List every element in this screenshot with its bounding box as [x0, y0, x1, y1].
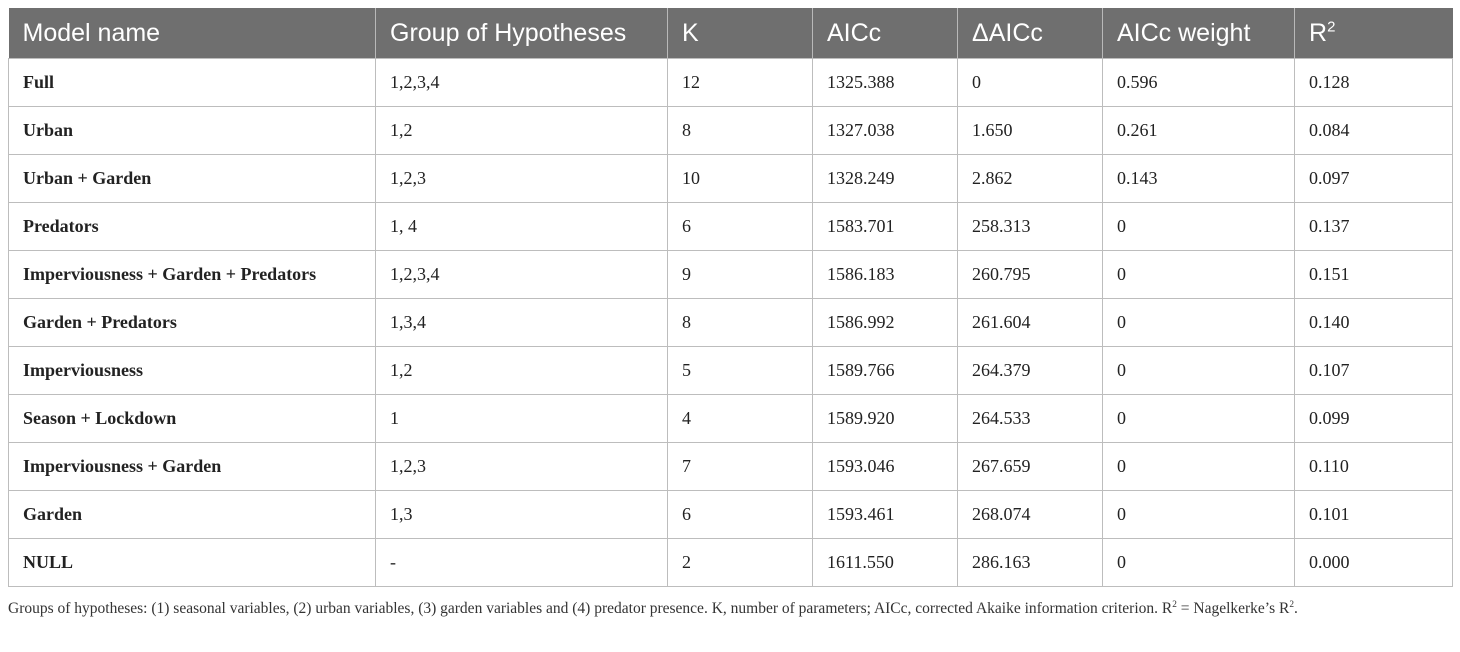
cell-k: 8: [668, 107, 813, 155]
cell-aicc: 1593.046: [813, 443, 958, 491]
cell-delta-aicc: 260.795: [958, 251, 1103, 299]
table-row: [9, 347, 1453, 395]
cell-aicc: 1593.461: [813, 491, 958, 539]
cell-aicc-weight: 0: [1103, 539, 1295, 587]
header-r-squared: [1295, 8, 1453, 59]
cell-aicc: 1328.249: [813, 155, 958, 203]
cell-aicc: 1583.701: [813, 203, 958, 251]
table-row: [9, 155, 1453, 203]
cell-delta-aicc: 2.862: [958, 155, 1103, 203]
cell-r-squared: 0.110: [1295, 443, 1453, 491]
cell-model-name: Imperviousness: [9, 347, 376, 395]
cell-model-name: NULL: [9, 539, 376, 587]
cell-r-squared: 0.101: [1295, 491, 1453, 539]
table-row: [9, 491, 1453, 539]
footnote-superscript-1: 2: [1172, 599, 1177, 610]
cell-aicc-weight: 0: [1103, 299, 1295, 347]
cell-k: 8: [668, 299, 813, 347]
header-aicc: AICc: [813, 8, 958, 59]
cell-delta-aicc: 267.659: [958, 443, 1103, 491]
cell-aicc: 1586.992: [813, 299, 958, 347]
cell-delta-aicc: 261.604: [958, 299, 1103, 347]
cell-aicc: 1589.920: [813, 395, 958, 443]
cell-k: 5: [668, 347, 813, 395]
cell-model-name: Garden: [9, 491, 376, 539]
cell-r-squared: 0.084: [1295, 107, 1453, 155]
cell-r-squared: 0.107: [1295, 347, 1453, 395]
cell-group-of-hypotheses: 1,3,4: [376, 299, 668, 347]
cell-r-squared: 0.099: [1295, 395, 1453, 443]
cell-group-of-hypotheses: 1,2: [376, 347, 668, 395]
footnote-text-1: Groups of hypotheses: (1) seasonal variables, (2) urban variables, (3) garden variables and (4) predator presence. K, number of parameters; AICc, corrected Akaike information criterion. R: [8, 600, 1173, 617]
header-model-name: Model name: [9, 8, 376, 59]
cell-model-name: Imperviousness + Garden + Predators: [9, 251, 376, 299]
cell-k: 2: [668, 539, 813, 587]
header-group-of-hypotheses: Group of Hypotheses: [376, 8, 668, 59]
cell-r-squared: 0.000: [1295, 539, 1453, 587]
cell-k: 6: [668, 203, 813, 251]
cell-aicc-weight: 0.596: [1103, 59, 1295, 107]
cell-r-squared: 0.128: [1295, 59, 1453, 107]
table-row: [9, 203, 1453, 251]
cell-aicc-weight: 0: [1103, 491, 1295, 539]
cell-r-squared: 0.151: [1295, 251, 1453, 299]
cell-r-squared: 0.140: [1295, 299, 1453, 347]
cell-aicc-weight: 0: [1103, 395, 1295, 443]
table-row: [9, 443, 1453, 491]
cell-aicc: 1327.038: [813, 107, 958, 155]
header-delta-aicc: ΔAICc: [958, 8, 1103, 59]
cell-delta-aicc: 1.650: [958, 107, 1103, 155]
cell-group-of-hypotheses: 1,2,3: [376, 443, 668, 491]
cell-delta-aicc: 264.379: [958, 347, 1103, 395]
model-selection-table: [8, 8, 1453, 587]
table-row: [9, 251, 1453, 299]
header-aicc-weight: AICc weight: [1103, 8, 1295, 59]
cell-r-squared: 0.137: [1295, 203, 1453, 251]
table-header: [9, 8, 1453, 59]
cell-aicc: 1586.183: [813, 251, 958, 299]
cell-group-of-hypotheses: 1,2,3: [376, 155, 668, 203]
cell-group-of-hypotheses: 1: [376, 395, 668, 443]
cell-aicc-weight: 0: [1103, 443, 1295, 491]
cell-r-squared: 0.097: [1295, 155, 1453, 203]
cell-group-of-hypotheses: 1, 4: [376, 203, 668, 251]
cell-k: 6: [668, 491, 813, 539]
cell-group-of-hypotheses: 1,2,3,4: [376, 59, 668, 107]
cell-model-name: Urban: [9, 107, 376, 155]
header-r-superscript: 2: [1327, 18, 1336, 36]
cell-k: 10: [668, 155, 813, 203]
cell-delta-aicc: 258.313: [958, 203, 1103, 251]
cell-delta-aicc: 264.533: [958, 395, 1103, 443]
cell-k: 4: [668, 395, 813, 443]
cell-model-name: Urban + Garden: [9, 155, 376, 203]
header-row: [9, 8, 1453, 59]
table-footnote: [8, 598, 1452, 619]
cell-aicc-weight: 0: [1103, 347, 1295, 395]
header-r-label: R: [1309, 18, 1328, 47]
cell-group-of-hypotheses: -: [376, 539, 668, 587]
cell-group-of-hypotheses: 1,2,3,4: [376, 251, 668, 299]
cell-delta-aicc: 286.163: [958, 539, 1103, 587]
table-row: [9, 107, 1453, 155]
cell-group-of-hypotheses: 1,2: [376, 107, 668, 155]
footnote-text-2: = Nagelkerke’s R: [1176, 600, 1290, 617]
cell-model-name: Imperviousness + Garden: [9, 443, 376, 491]
cell-k: 12: [668, 59, 813, 107]
cell-aicc-weight: 0.143: [1103, 155, 1295, 203]
footnote-superscript-2: 2: [1289, 599, 1295, 610]
cell-k: 9: [668, 251, 813, 299]
cell-model-name: Garden + Predators: [9, 299, 376, 347]
header-k: K: [668, 8, 813, 59]
table-body: [9, 59, 1453, 587]
cell-group-of-hypotheses: 1,3: [376, 491, 668, 539]
table-row: [9, 59, 1453, 107]
results-table-container: [8, 8, 1452, 587]
cell-aicc-weight: 0: [1103, 251, 1295, 299]
table-row: [9, 395, 1453, 443]
cell-model-name: Full: [9, 59, 376, 107]
table-row: [9, 299, 1453, 347]
table-row: [9, 539, 1453, 587]
cell-aicc-weight: 0: [1103, 203, 1295, 251]
cell-aicc: 1589.766: [813, 347, 958, 395]
cell-model-name: Season + Lockdown: [9, 395, 376, 443]
cell-aicc-weight: 0.261: [1103, 107, 1295, 155]
cell-k: 7: [668, 443, 813, 491]
cell-delta-aicc: 268.074: [958, 491, 1103, 539]
cell-model-name: Predators: [9, 203, 376, 251]
cell-aicc: 1611.550: [813, 539, 958, 587]
footnote-text-3: .: [1294, 600, 1298, 617]
cell-delta-aicc: 0: [958, 59, 1103, 107]
cell-aicc: 1325.388: [813, 59, 958, 107]
